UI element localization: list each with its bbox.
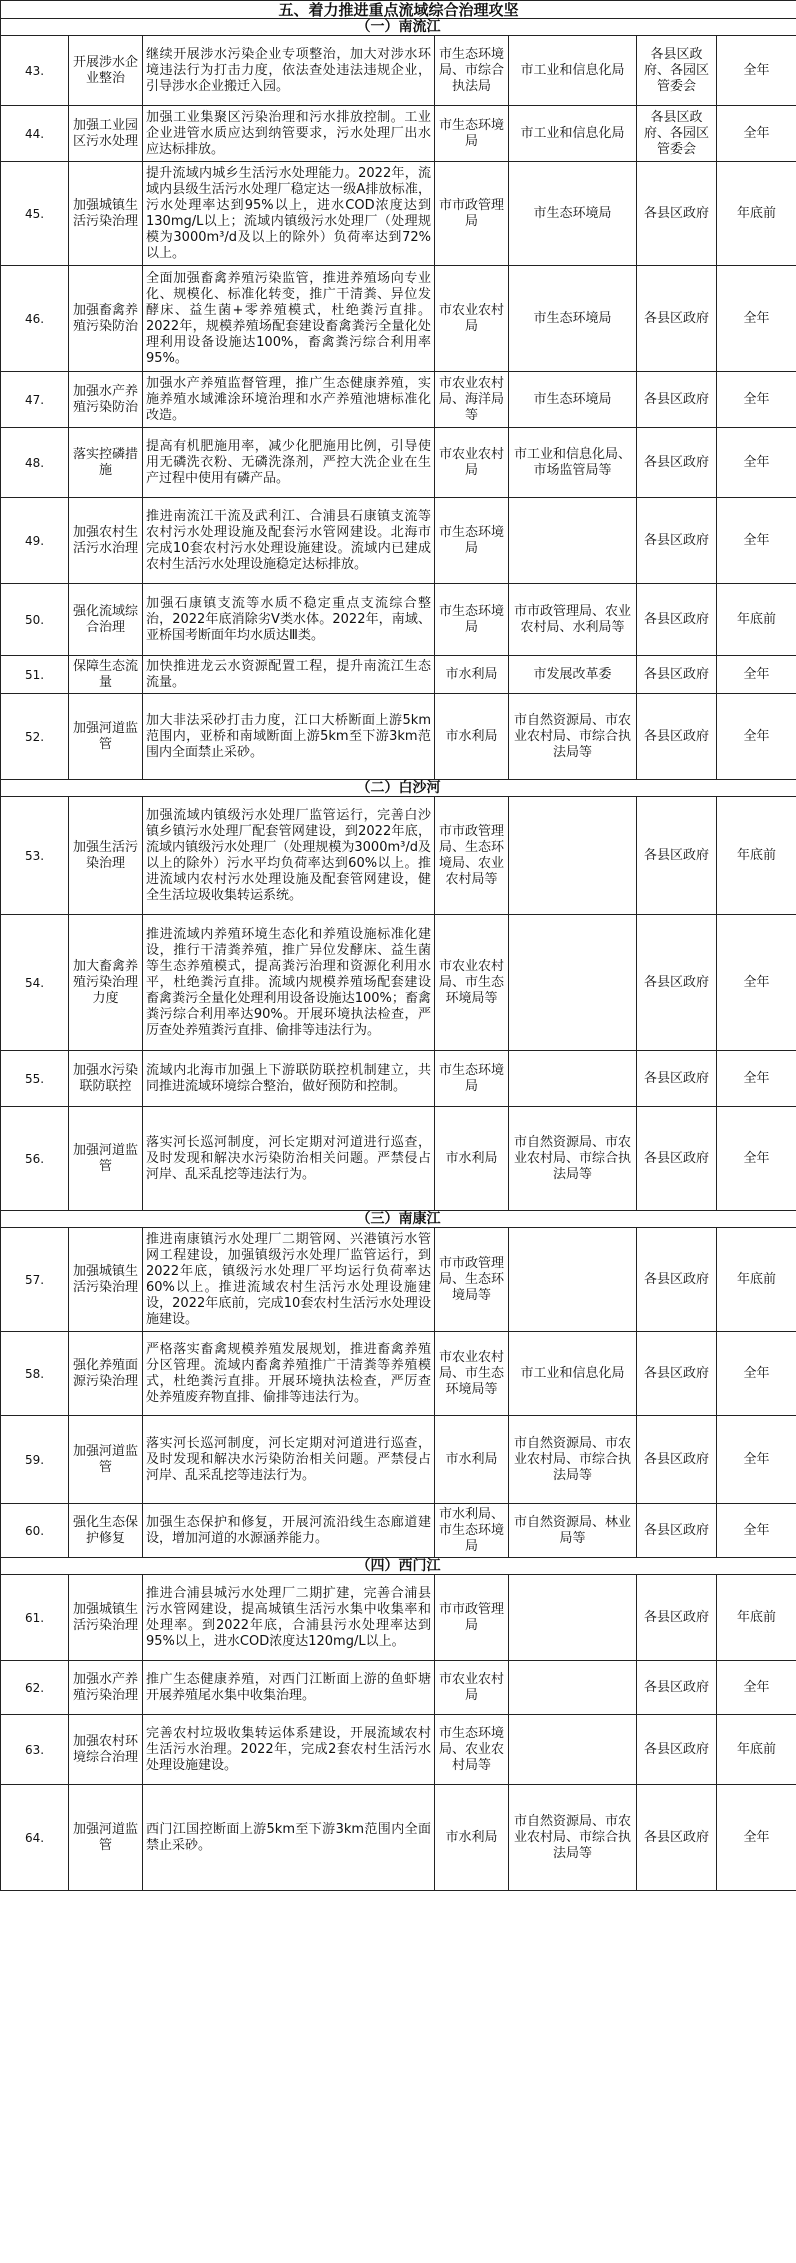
table-row [1, 694, 796, 780]
responsible-government: 各县区政府 [637, 1661, 717, 1715]
task-content: 加大非法采砂打击力度，江口大桥断面上游5km范围内，亚桥和南域断面上游5km至下游3km范围内全面禁止采砂。 [143, 694, 435, 780]
task-content: 加快推进龙云水资源配置工程，提升南流江生态流量。 [143, 656, 435, 694]
completion-time: 年底前 [717, 584, 796, 656]
table-row [1, 1228, 796, 1332]
table-row [1, 1661, 796, 1715]
table-row [1, 1051, 796, 1107]
cooperating-department: 市生态环境局 [509, 162, 637, 266]
task-name: 加强水产养殖污染防治 [69, 372, 143, 428]
table-row [1, 584, 796, 656]
lead-department: 市农业农村局、海洋局等 [435, 372, 509, 428]
task-content: 加强石康镇支流等水质不稳定重点支流综合整治，2022年底消除劣Ⅴ类水体。2022年，南域、亚桥国考断面年均水质达Ⅲ类。 [143, 584, 435, 656]
row-number: 48. [1, 428, 69, 498]
completion-time: 全年 [717, 498, 796, 584]
lead-department: 市水利局 [435, 1107, 509, 1211]
completion-time: 全年 [717, 694, 796, 780]
lead-department: 市水利局 [435, 694, 509, 780]
task-name: 加强河道监管 [69, 1785, 143, 1891]
table-row [1, 1785, 796, 1891]
table-row [1, 372, 796, 428]
completion-time: 全年 [717, 915, 796, 1051]
section-title: （一）南流江 [1, 19, 796, 36]
table-row [1, 797, 796, 915]
completion-time: 全年 [717, 372, 796, 428]
table-row [1, 1107, 796, 1211]
row-number: 52. [1, 694, 69, 780]
completion-time: 全年 [717, 1051, 796, 1107]
cooperating-department [509, 915, 637, 1051]
row-number: 57. [1, 1228, 69, 1332]
section-header-row [1, 1558, 796, 1575]
task-name: 强化流域综合治理 [69, 584, 143, 656]
completion-time: 全年 [717, 36, 796, 106]
completion-time: 全年 [717, 656, 796, 694]
section-header-row [1, 19, 796, 36]
row-number: 46. [1, 266, 69, 372]
task-content: 全面加强畜禽养殖污染监管，推进养殖场向专业化、规模化、标准化转变，推广干清粪、异位发酵床、益生菌+零养殖模式，杜绝粪污直排。2022年，规模养殖场配套建设畜禽粪污全量化处理利用设备设施达100%，畜禽粪污综合利用率95%。 [143, 266, 435, 372]
cooperating-department [509, 1575, 637, 1661]
table-row [1, 498, 796, 584]
table-title: 五、着力推进重点流域综合治理攻坚 [1, 1, 796, 19]
cooperating-department: 市发展改革委 [509, 656, 637, 694]
row-number: 53. [1, 797, 69, 915]
responsible-government: 各县区政府 [637, 428, 717, 498]
cooperating-department: 市自然资源局、市农业农村局、市综合执法局等 [509, 1416, 637, 1504]
lead-department: 市生态环境局 [435, 584, 509, 656]
task-content: 加强水产养殖监督管理，推广生态健康养殖，实施养殖水域滩涂环境治理和水产养殖池塘标准化改造。 [143, 372, 435, 428]
task-name: 开展涉水企业整治 [69, 36, 143, 106]
row-number: 54. [1, 915, 69, 1051]
task-content: 推广生态健康养殖，对西门江断面上游的鱼虾塘开展养殖尾水集中收集治理。 [143, 1661, 435, 1715]
responsible-government: 各县区政府 [637, 1504, 717, 1558]
lead-department: 市生态环境局 [435, 106, 509, 162]
lead-department: 市水利局 [435, 1785, 509, 1891]
cooperating-department [509, 1661, 637, 1715]
lead-department: 市生态环境局 [435, 498, 509, 584]
task-name: 加强水污染联防联控 [69, 1051, 143, 1107]
responsible-government: 各县区政府 [637, 1785, 717, 1891]
completion-time: 全年 [717, 1332, 796, 1416]
task-content: 落实河长巡河制度，河长定期对河道进行巡查，及时发现和解决水污染防治相关问题。严禁侵占河岸、乱采乱挖等违法行为。 [143, 1107, 435, 1211]
section-title: （四）西门江 [1, 1558, 796, 1575]
lead-department: 市市政管理局、生态环境局等 [435, 1228, 509, 1332]
completion-time: 年底前 [717, 162, 796, 266]
responsible-government: 各县区政府 [637, 1715, 717, 1785]
lead-department: 市农业农村局 [435, 428, 509, 498]
task-name: 加强城镇生活污染治理 [69, 1575, 143, 1661]
completion-time: 年底前 [717, 1715, 796, 1785]
task-content: 推进南康镇污水处理厂二期管网、兴港镇污水管网工程建设，加强镇级污水处理厂监管运行，到2022年底，镇级污水处理厂平均运行负荷率达60%以上。推进流域农村生活污水处理设施建设，2022年底前，完成10套农村生活污水处理设施建设。 [143, 1228, 435, 1332]
lead-department: 市农业农村局、市生态环境局等 [435, 1332, 509, 1416]
responsible-government: 各县区政府 [637, 266, 717, 372]
row-number: 63. [1, 1715, 69, 1785]
responsible-government: 各县区政府 [637, 162, 717, 266]
responsible-government: 各县区政府 [637, 1107, 717, 1211]
row-number: 49. [1, 498, 69, 584]
cooperating-department [509, 797, 637, 915]
table-row [1, 1715, 796, 1785]
responsible-government: 各县区政府 [637, 656, 717, 694]
completion-time: 年底前 [717, 797, 796, 915]
lead-department: 市农业农村局 [435, 1661, 509, 1715]
task-name: 加强农村环境综合治理 [69, 1715, 143, 1785]
responsible-government: 各县区政府 [637, 1228, 717, 1332]
lead-department: 市水利局、市生态环境局 [435, 1504, 509, 1558]
task-name: 加大畜禽养殖污染治理力度 [69, 915, 143, 1051]
completion-time: 全年 [717, 266, 796, 372]
completion-time: 年底前 [717, 1228, 796, 1332]
responsible-government: 各县区政府 [637, 915, 717, 1051]
table-row [1, 1416, 796, 1504]
task-name: 加强农村生活污水治理 [69, 498, 143, 584]
responsible-government: 各县区政府 [637, 1051, 717, 1107]
table-row [1, 1504, 796, 1558]
responsible-government: 各县区政府 [637, 694, 717, 780]
responsible-government: 各县区政府、各园区管委会 [637, 36, 717, 106]
section-title: （二）白沙河 [1, 780, 796, 797]
task-name: 加强河道监管 [69, 1107, 143, 1211]
task-name: 加强城镇生活污染治理 [69, 162, 143, 266]
task-name: 强化生态保护修复 [69, 1504, 143, 1558]
table-row [1, 656, 796, 694]
task-name: 加强河道监管 [69, 694, 143, 780]
completion-time: 全年 [717, 1107, 796, 1211]
cooperating-department: 市市政管理局、农业农村局、水利局等 [509, 584, 637, 656]
lead-department: 市市政管理局 [435, 162, 509, 266]
cooperating-department [509, 498, 637, 584]
completion-time: 全年 [717, 106, 796, 162]
task-name: 保障生态流量 [69, 656, 143, 694]
cooperating-department [509, 1228, 637, 1332]
completion-time: 全年 [717, 1416, 796, 1504]
task-content: 落实河长巡河制度，河长定期对河道进行巡查，及时发现和解决水污染防治相关问题。严禁侵占河岸、乱采乱挖等违法行为。 [143, 1416, 435, 1504]
task-content: 推进南流江干流及武利江、合浦县石康镇支流等农村污水处理设施及配套污水管网建设。北海市完成10套农村污水处理设施建设。流域内已建成农村生活污水处理设施稳定达标排放。 [143, 498, 435, 584]
section-header-row [1, 780, 796, 797]
task-content: 西门江国控断面上游5km至下游3km范围内全面禁止采砂。 [143, 1785, 435, 1891]
row-number: 59. [1, 1416, 69, 1504]
completion-time: 全年 [717, 1785, 796, 1891]
task-content: 提升流域内城乡生活污水处理能力。2022年，流域内县级生活污水处理厂稳定达一级A排放标准，污水处理率达到95%以上，进水COD浓度达到130mg/L以上；流域内镇级污水处理厂（处理规模为3000m³/d及以上的除外）负荷率达到72%以上。 [143, 162, 435, 266]
lead-department: 市水利局 [435, 1416, 509, 1504]
completion-time: 年底前 [717, 1575, 796, 1661]
task-content: 推进流域内养殖环境生态化和养殖设施标准化建设，推行干清粪养殖，推广异位发酵床、益生菌等生态养殖模式，提高粪污治理和资源化利用水平，杜绝粪污直排。流域内规模养殖场配套建设畜禽粪污全量化处理利用设备设施达100%；畜禽粪污综合利用率达90%。开展环境执法检查，严厉查处养殖粪污直排、偷排等违法行为。 [143, 915, 435, 1051]
responsible-government: 各县区政府、各园区管委会 [637, 106, 717, 162]
lead-department: 市市政管理局 [435, 1575, 509, 1661]
cooperating-department: 市工业和信息化局 [509, 1332, 637, 1416]
row-number: 45. [1, 162, 69, 266]
cooperating-department: 市自然资源局、市农业农村局、市综合执法局等 [509, 1107, 637, 1211]
lead-department: 市生态环境局 [435, 1051, 509, 1107]
row-number: 43. [1, 36, 69, 106]
responsible-government: 各县区政府 [637, 1575, 717, 1661]
table-row [1, 36, 796, 106]
row-number: 50. [1, 584, 69, 656]
task-name: 加强水产养殖污染治理 [69, 1661, 143, 1715]
task-name: 强化养殖面源污染治理 [69, 1332, 143, 1416]
table-row [1, 915, 796, 1051]
row-number: 61. [1, 1575, 69, 1661]
responsible-government: 各县区政府 [637, 372, 717, 428]
table-row [1, 162, 796, 266]
responsible-government: 各县区政府 [637, 498, 717, 584]
table-title-row [1, 1, 796, 19]
cooperating-department: 市工业和信息化局、市场监管局等 [509, 428, 637, 498]
responsible-government: 各县区政府 [637, 584, 717, 656]
table-row [1, 1575, 796, 1661]
task-content: 加强流域内镇级污水处理厂监管运行，完善白沙镇乡镇污水处理厂配套管网建设，到2022年底，流域内镇级污水处理厂（处理规模为3000m³/d及以上的除外）污水平均负荷率达到60%以上。推进流域内农村污水处理设施及配套管网建设，健全生活垃圾收集转运系统。 [143, 797, 435, 915]
task-content: 完善农村垃圾收集转运体系建设，开展流域农村生活污水治理。2022年，完成2套农村生活污水处理设施建设。 [143, 1715, 435, 1785]
cooperating-department: 市自然资源局、市农业农村局、市综合执法局等 [509, 1785, 637, 1891]
row-number: 55. [1, 1051, 69, 1107]
task-name: 加强城镇生活污染治理 [69, 1228, 143, 1332]
cooperating-department: 市工业和信息化局 [509, 106, 637, 162]
table-row [1, 266, 796, 372]
responsible-government: 各县区政府 [637, 1332, 717, 1416]
section-header-row [1, 1211, 796, 1228]
section-title: （三）南康江 [1, 1211, 796, 1228]
table-row [1, 1332, 796, 1416]
task-name: 加强畜禽养殖污染防治 [69, 266, 143, 372]
row-number: 44. [1, 106, 69, 162]
completion-time: 全年 [717, 1504, 796, 1558]
lead-department: 市生态环境局、农业农村局等 [435, 1715, 509, 1785]
lead-department: 市生态环境局、市综合执法局 [435, 36, 509, 106]
responsible-government: 各县区政府 [637, 1416, 717, 1504]
lead-department: 市农业农村局、市生态环境局等 [435, 915, 509, 1051]
cooperating-department [509, 1715, 637, 1785]
lead-department: 市市政管理局、生态环境局、农业农村局等 [435, 797, 509, 915]
row-number: 47. [1, 372, 69, 428]
task-content: 严格落实畜禽规模养殖发展规划，推进畜禽养殖分区管理。流域内畜禽养殖推广干清粪等养殖模式，杜绝粪污直排。开展环境执法检查，严厉查处养殖废弃物直排、偷排等违法行为。 [143, 1332, 435, 1416]
task-name: 加强生活污染治理 [69, 797, 143, 915]
cooperating-department [509, 1051, 637, 1107]
row-number: 60. [1, 1504, 69, 1558]
cooperating-department: 市生态环境局 [509, 266, 637, 372]
cooperating-department: 市工业和信息化局 [509, 36, 637, 106]
completion-time: 全年 [717, 428, 796, 498]
cooperating-department: 市生态环境局 [509, 372, 637, 428]
table-row [1, 106, 796, 162]
completion-time: 全年 [717, 1661, 796, 1715]
task-content: 加强工业集聚区污染治理和污水排放控制。工业企业进管水质应达到纳管要求，污水处理厂出水应达标排放。 [143, 106, 435, 162]
task-content: 加强生态保护和修复，开展河流沿线生态廊道建设，增加河道的水源涵养能力。 [143, 1504, 435, 1558]
row-number: 56. [1, 1107, 69, 1211]
row-number: 51. [1, 656, 69, 694]
lead-department: 市农业农村局 [435, 266, 509, 372]
task-content: 提高有机肥施用率，减少化肥施用比例，引导使用无磷洗衣粉、无磷洗涤剂，严控大洗企业在生产过程中使用有磷产品。 [143, 428, 435, 498]
task-name: 落实控磷措施 [69, 428, 143, 498]
cooperating-department: 市自然资源局、林业局等 [509, 1504, 637, 1558]
task-content: 流域内北海市加强上下游联防联控机制建立，共同推进流域环境综合整治，做好预防和控制。 [143, 1051, 435, 1107]
row-number: 62. [1, 1661, 69, 1715]
task-name: 加强工业园区污水处理 [69, 106, 143, 162]
task-content: 继续开展涉水污染企业专项整治，加大对涉水环境违法行为打击力度，依法查处违法违规企业，引导涉水企业搬迁入园。 [143, 36, 435, 106]
responsible-government: 各县区政府 [637, 797, 717, 915]
row-number: 64. [1, 1785, 69, 1891]
row-number: 58. [1, 1332, 69, 1416]
task-content: 推进合浦县城污水处理厂二期扩建，完善合浦县污水管网建设，提高城镇生活污水集中收集率和处理率。到2022年底，合浦县污水处理率达到95%以上，进水COD浓度达120mg/L以上。 [143, 1575, 435, 1661]
table-row [1, 428, 796, 498]
cooperating-department: 市自然资源局、市农业农村局、市综合执法局等 [509, 694, 637, 780]
task-name: 加强河道监管 [69, 1416, 143, 1504]
lead-department: 市水利局 [435, 656, 509, 694]
